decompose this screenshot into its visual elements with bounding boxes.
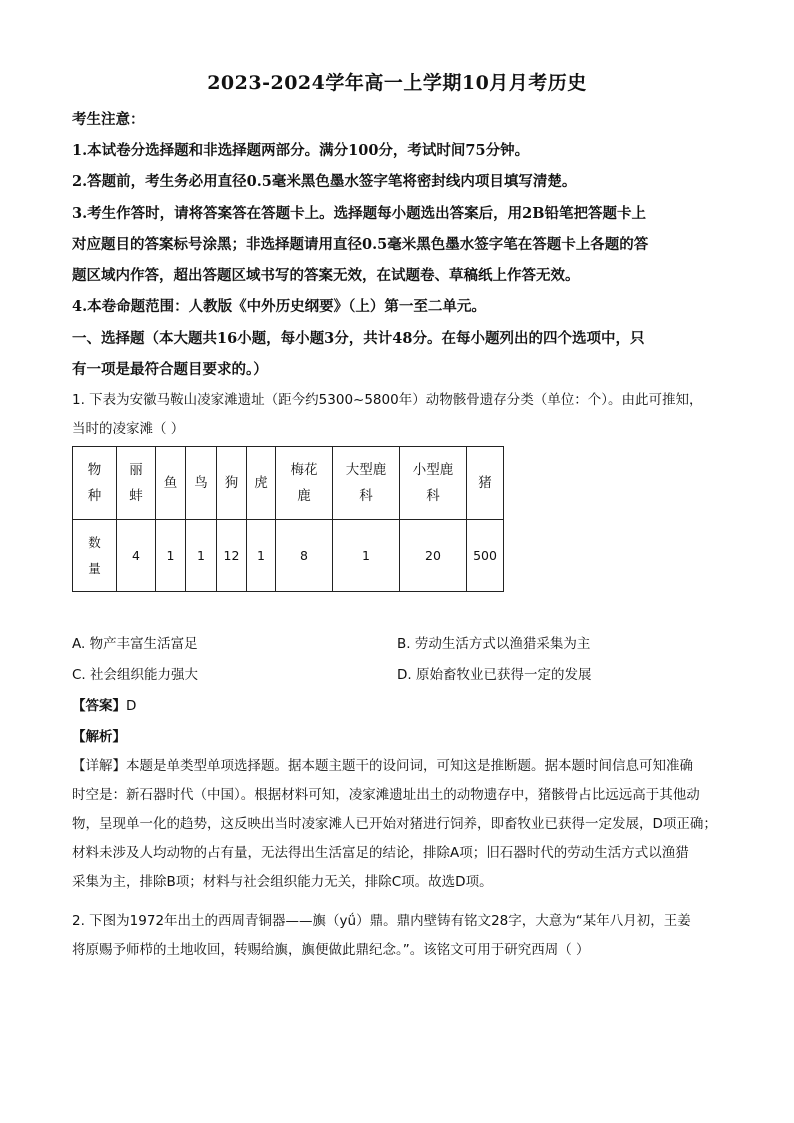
table-col-header: 梅花 鹿 [276, 447, 333, 520]
detail-line: 【详解】本题是单类型单项选择题。据本题主题干的设问词，可知这是推断题。据本题时间信息可知准确 [72, 758, 693, 774]
table-cell: 8 [276, 520, 333, 592]
table-cell: 1 [186, 520, 217, 592]
notice-line-5: 题区域内作答，超出答题区域书写的答案无效，在试题卷、草稿纸上作答无效。 [72, 267, 580, 284]
table-data-row [73, 520, 504, 592]
table-col-header: 猪 [467, 447, 504, 520]
section-header-line-2: 有一项是最符合题目要求的。） [72, 361, 268, 378]
table-col-header: 虎 [247, 447, 276, 520]
table-col-header: 小型鹿 科 [400, 447, 467, 520]
q1-stem-line-1: 1. 下表为安徽马鞍山凌家滩遗址（距今约5300~5800年）动物骸骨遗存分类（单位：个）。由此可推知， [72, 392, 703, 408]
table-cell: 1 [333, 520, 400, 592]
q2-stem-line: 2. 下图为1972年出土的西周青铜器——旟（yǘ）鼎。鼎内壁铸有铭文28字，大意为“某年八月初，王姜 [72, 913, 691, 929]
table-cell: 4 [117, 520, 156, 592]
notice-line-4: 对应题目的答案标号涂黑；非选择题请用直径0.5毫米黑色墨水签字笔在答题卡上各题的答 [72, 236, 649, 253]
table-col-header: 鸟 [186, 447, 217, 520]
q1-stem-line-2: 当时的凌家滩（ ） [72, 421, 185, 437]
table-col-header: 狗 [217, 447, 247, 520]
detail-line: 材料未涉及人均动物的占有量，无法得出生活富足的结论，排除A项；旧石器时代的劳动生活方式以渔猎 [72, 845, 689, 861]
notice-line-3: 3.考生作答时，请将答案答在答题卡上。选择题每小题选出答案后，用2B铅笔把答题卡上 [72, 205, 646, 222]
table-cell: 1 [247, 520, 276, 592]
detail-line: 物，呈现单一化的趋势，这反映出当时凌家滩人已开始对猪进行饲养，即畜牧业已获得一定发展，D项正确； [72, 816, 717, 832]
table-col-header: 丽 蚌 [117, 447, 156, 520]
table-header-row [73, 447, 504, 520]
q1-option-b[interactable]: B. 劳动生活方式以渔猎采集为主 [397, 636, 591, 652]
detail-line: 采集为主，排除B项；材料与社会组织能力无关，排除C项。故选D项。 [72, 874, 493, 890]
answer-tag: 【答案】 [72, 698, 126, 714]
table-cell: 1 [156, 520, 186, 592]
notice-line-2: 2.答题前，考生务必用直径0.5毫米黑色墨水签字笔将密封线内项目填写清楚。 [72, 173, 577, 190]
table-col-header: 大型鹿 科 [333, 447, 400, 520]
table-cell: 500 [467, 520, 504, 592]
q1-option-d[interactable]: D. 原始畜牧业已获得一定的发展 [397, 667, 592, 683]
notice-line-1: 1.本试卷分选择题和非选择题两部分。满分100分，考试时间75分钟。 [72, 142, 530, 159]
q1-detail [72, 752, 722, 897]
section-header-line-1: 一、选择题（本大题共16小题，每小题3分，共计48分。在每小题列出的四个选项中，只 [72, 330, 645, 347]
table-cell: 20 [400, 520, 467, 592]
detail-line: 时空是：新石器时代（中国）。根据材料可知，凌家滩遗址出土的动物遗存中，猪骸骨占比远远高于其他动 [72, 787, 700, 803]
q1-option-c[interactable]: C. 社会组织能力强大 [72, 667, 199, 683]
notice-heading: 考生注意： [72, 111, 145, 128]
animal-remains-table [72, 446, 504, 592]
table-header-label: 物 种 [73, 447, 117, 520]
q1-answer [72, 694, 136, 714]
table-row-label: 数 量 [73, 520, 117, 592]
q1-option-a[interactable]: A. 物产丰富生活富足 [72, 636, 198, 652]
q2-stem-line: 将原赐予师栉的土地收回，转赐给旟，旟便做此鼎纪念。”。该铭文可用于研究西周（ ） [72, 942, 590, 958]
answer-value: D [126, 698, 137, 714]
notice-line-6: 4.本卷命题范围：人教版《中外历史纲要》（上）第一至二单元。 [72, 298, 486, 315]
q2-stem [72, 907, 722, 965]
table-col-header: 鱼 [156, 447, 186, 520]
page-title: 2023-2024学年高一上学期10月月考历史 [207, 72, 587, 94]
table-cell: 12 [217, 520, 247, 592]
q1-analysis-tag: 【解析】 [72, 729, 126, 745]
